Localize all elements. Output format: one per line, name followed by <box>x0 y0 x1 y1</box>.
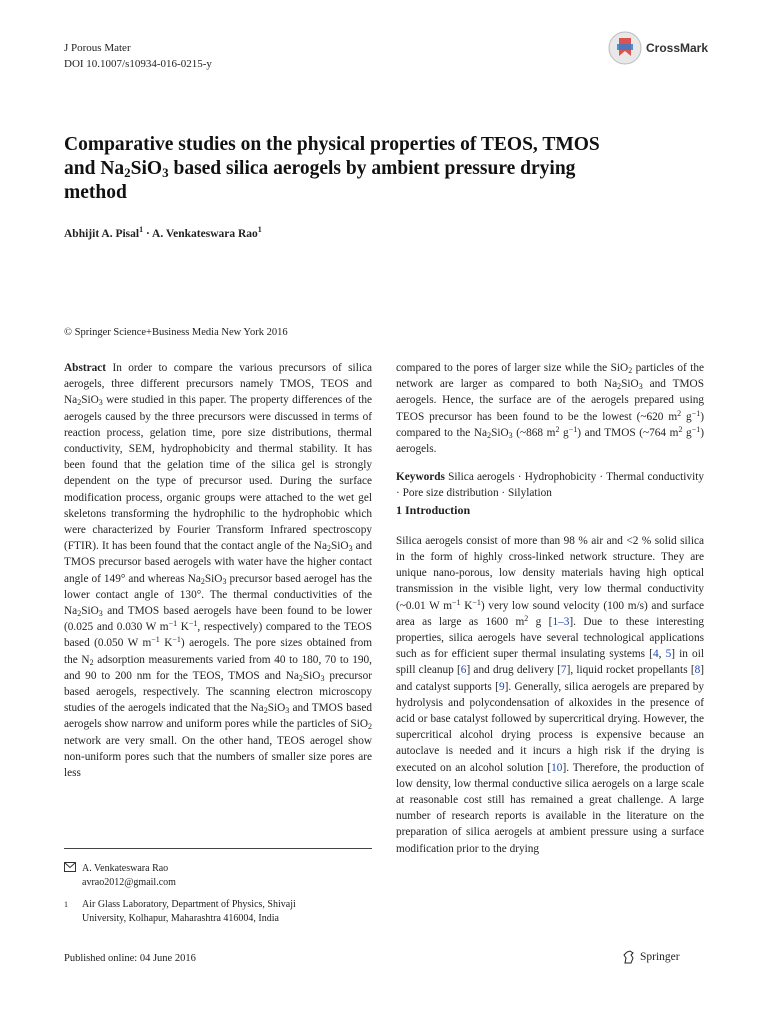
journal-header <box>64 40 212 72</box>
title-line-1: Comparative studies on the physical properties of TEOS, TMOS <box>64 134 600 155</box>
contact-name: A. Venkateswara Rao <box>82 863 169 874</box>
crossmark-logo <box>608 30 642 66</box>
paper-title <box>64 133 704 205</box>
right-column <box>396 360 704 857</box>
envelope-icon <box>64 862 76 876</box>
affiliation-line-2: University, Kolhapur, Maharashtra 416004, India <box>82 913 279 924</box>
title-line-2: and $Na_2SiO_3$ based silica aerogels by ambient pressure drying <box>64 158 576 180</box>
abstract-text: Abstract In order to compare the various precursors of silica aerogels, three different precursors namely TMOS, TEOS and $Na_2SiO_3$ were studied in this paper. The property differences of the aerogels caused by the three precursors were discussed in terms of reaction process, gelation time, pore size distributions, thermal conductivity, SEM, hydrophobicity and thermal stability. It has been found that the gelation time of the silica gel is strongly dependent on the type of precursor used. During the surface modification process, organic groups were attached to the wet gel skeletons transforming the hydrophilic to the hydrophobic which were characterized by Fourier Transform Infrared spectroscopy (FTIR). It has been found that the contact angle of the $Na_2SiO_3$ and TMOS precursor based aerogels with water have the higher contact angle of 149° and whereas $Na_2SiO_3$ precursor based aerogel has the lower contact angle of 130°. The thermal conductivities of the $Na_2SiO_3$ and TMOS based aerogels have been found to be lower (0.025 and 0.030 W $m^{-1}$ $K^{-1}$, respectively) compared to the TEOS based (0.050 W $m^{-1}$ $K^{-1}$) aerogels. The pore sizes obtained from the $N_2$ adsorption measurements varied from 40 to 180, 70 to 190, and 90 to 200 nm for the TEOS, TMOS and $Na_2SiO_3$ precursor based aerogels, respectively. The scanning electron microscopy studies of the aerogels indicated that the $Na_2SiO_3$ and TMOS based aerogels show narrow and uniform pores while the particles of SiO$_2$ network are very small. On the other hand, TEOS aerogel show non-uniform pores such that the numbers of smaller size pores are less <box>64 362 373 780</box>
citation-link[interactable]: 4 <box>652 648 659 661</box>
title-line-3: method <box>64 182 127 203</box>
citation-link[interactable]: 10 <box>551 761 563 774</box>
crossmark-label: CrossMark <box>646 41 709 55</box>
introduction-text: Silica aerogels consist of more than 98 % air and <2 % solid silica in the form of highly cross-linked network structure. They are unique nano-porous, low density materials having high optical transmission in the visible light, very low thermal conductivity (~0.01 W $m^{-1}$ $K^{-1}$) very low sound velocity (100 m/s) and surface area as large as 1600 $m^2$ g [1–3]. Due to these interesting properties, silica aerogels have several technological applications such as for efficient super thermal insulating systems [4, 5] in oil spill cleanup [6] and drug delivery [7], liquid rocket propellants [8] and catalyst supports [9]. Generally, silica aerogels are prepared by hydrolysis and polycondensation of alkoxides in the presence of acid or base catalyst followed by supercritical drying. However, the supercritical alcohol drying process is expensive because an autoclave is needed and it incurs a high risk if the drying is executed on an alcohol solution [10]. Therefore, the production of low density, low thermal conductive silica aerogels on a large scale at reasonable cost still has remained a great challenge. A large number of research reports is available in the literature on the preparation of silica aerogels at ambient pressure using a surface modification prior to the drying <box>396 534 705 855</box>
citation-link[interactable]: 7 <box>560 664 567 677</box>
author-list: Abhijit A. Pisal$^1$ · A. Venkateswara Rao$^1$ <box>64 225 262 240</box>
author-2[interactable]: A. Venkateswara Rao <box>152 227 258 240</box>
copyright-notice: © Springer Science+Business Media New York 2016 <box>64 327 288 338</box>
abstract-continued: compared to the pores of larger size while the SiO$_2$ particles of the network are larger as compared to both $Na_2SiO_3$ and TMOS aerogels. Hence, the surface are of the aerogels prepared using TEOS precursor has been found to be the lowest (~620 $m^2$ $g^{-1}$) compared to the $Na_2SiO_3$ (~868 $m^2$ $g^{-1}$) and TMOS (~764 $m^2$ $g^{-1}$) aerogels. <box>396 362 704 456</box>
springer-horse-icon <box>622 950 636 964</box>
affiliation-note <box>64 898 372 928</box>
doi[interactable]: DOI 10.1007/s10934-016-0215-y <box>64 58 212 70</box>
affiliation-mark: 1 <box>64 900 68 909</box>
published-date: Published online: 04 June 2016 <box>64 953 196 964</box>
keywords: Keywords Silica aerogels · Hydrophobicity · Thermal conductivity · Pore size distribution · Silylation <box>396 471 704 500</box>
affiliation-line-1: Air Glass Laboratory, Department of Physics, Shivaji <box>82 899 296 910</box>
contact-email[interactable]: avrao2012@gmail.com <box>82 877 176 888</box>
crossmark-badge[interactable] <box>608 30 708 66</box>
publisher-logo <box>622 950 680 964</box>
abstract-heading: Abstract <box>64 362 107 374</box>
author-1[interactable]: Abhijit A. Pisal <box>64 227 140 240</box>
abstract-column <box>64 360 372 781</box>
citation-link[interactable]: 9 <box>498 680 505 693</box>
citation-link[interactable]: 8 <box>694 664 701 677</box>
citation-link[interactable]: 6 <box>460 664 467 677</box>
footnote-divider <box>64 848 372 849</box>
publisher-name: Springer <box>640 951 680 963</box>
corresponding-author-note <box>64 862 372 892</box>
citation-link[interactable]: 5 <box>665 648 672 661</box>
section-heading-introduction: 1 Introduction <box>396 502 471 517</box>
journal-name: J Porous Mater <box>64 42 131 54</box>
keywords-heading: Keywords <box>396 471 445 484</box>
citation-link[interactable]: 1–3 <box>552 615 570 628</box>
